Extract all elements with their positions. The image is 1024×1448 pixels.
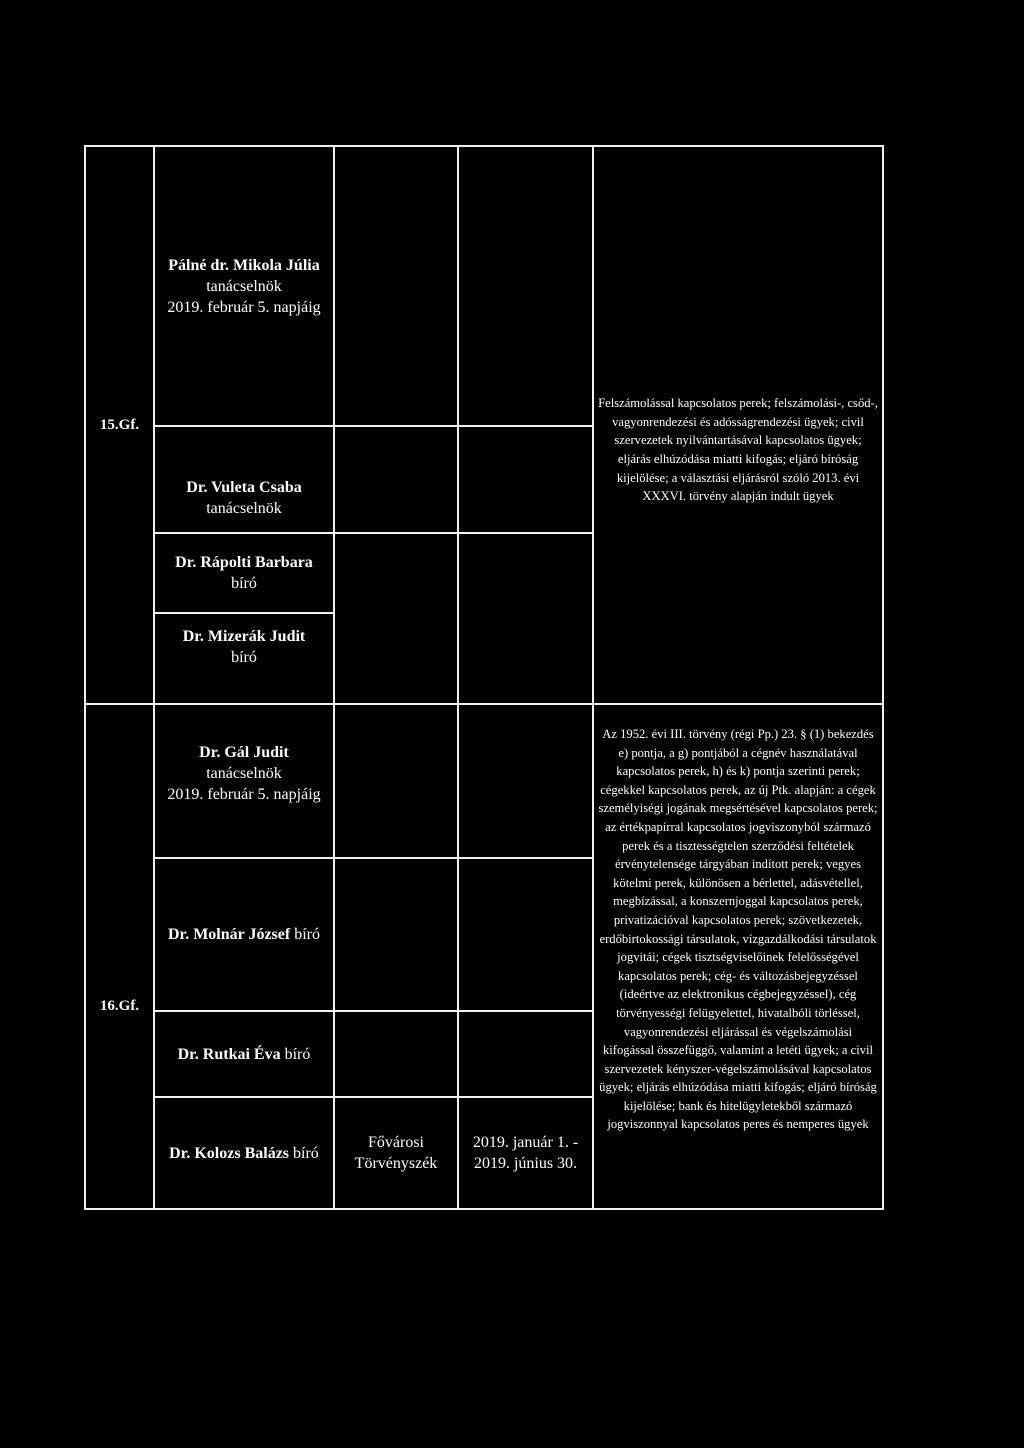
section-code-cell — [84, 145, 155, 705]
judge-cell — [153, 1010, 335, 1098]
judge-cell — [153, 612, 335, 705]
empty-cell — [333, 425, 459, 534]
judge-role: tanácselnök — [206, 764, 282, 782]
judge-cell — [153, 145, 335, 427]
judge-role: bíró — [231, 575, 257, 592]
case-description: Az 1952. évi III. törvény (régi Pp.) 23. § (1) bekezdés e) pontja, a g) pontjából a cégnév használatával kapcsolatos perek, h) és k) pontja szerinti perek; cégekkel kapcsolatos perek, az új Ptk. alapján: a cégek személyiségi jogának megsértésével kapcsolatos perek; az értékpapírral kapcsolatos jogviszonyból származó perek és a tisztességtelen szerződési feltételek érvénytelensége tárgyában indított perek; vegyes kötelmi perek, különösen a bérlettel, adásvétellel, megbízással, a konszernjoggal kapcsolatos perek, privatizációval kapcsolatos perek; szövetkezetek, erdőbirtokossági társulatok, vízgazdálkodási társulatok jogvitái; cégek tisztségviselőinek felelősségével kapcsolatos perek; cég- és változásbejegyzéssel (ideértve az elektronikus cégbejegyzéssel), cég törvényességi felügyelettel, hivatalbóli törléssel, vagyonrendezési eljárással és végelszámolási kifogással összefüggő, valamint a letéti ügyek; a civil szervezetek kényszer-végelszámolásával kapcsolatos ügyek; eljárás elhúzódása miatti kifogás; eljáró bíróság kijelölése; bank és hitelügyletekből származó jogviszonnyal kapcsolatos peres és nemperes ügyek — [598, 727, 878, 1132]
judge-role: bíró — [231, 649, 257, 666]
judge-cell — [153, 703, 335, 859]
judge-name: Dr. Rápolti Barbara — [175, 554, 313, 571]
judge-role: tanácselnök — [206, 499, 282, 517]
period-end: 2019. június 30. — [473, 1155, 578, 1172]
case-description-cell — [592, 703, 884, 1210]
judge-role: tanácselnök — [206, 277, 282, 295]
court-name: Fővárosi Törvényszék — [354, 1134, 438, 1172]
empty-cell — [333, 1010, 459, 1098]
judge-role: bíró — [294, 926, 320, 943]
empty-cell — [333, 857, 459, 1012]
empty-cell — [457, 532, 594, 705]
period-start: 2019. január 1. - — [472, 1134, 579, 1151]
judge-name: Dr. Vuleta Csaba — [186, 478, 302, 496]
judge-name: Dr. Mizerák Judit — [182, 628, 306, 645]
empty-cell — [457, 425, 594, 534]
judge-name: Dr. Kolozs Balázs — [169, 1144, 290, 1162]
judge-role: bíró — [293, 1144, 319, 1162]
empty-cell — [457, 1010, 594, 1098]
judge-cell — [153, 532, 335, 614]
judge-note: 2019. február 5. napjáig — [167, 298, 321, 316]
judge-name: Dr. Gál Judit — [199, 743, 289, 761]
judge-note: 2019. február 5. napjáig — [167, 785, 321, 803]
empty-cell — [333, 703, 459, 859]
judge-name: Dr. Molnár József — [168, 926, 291, 943]
judge-cell — [153, 425, 335, 534]
case-description-cell — [592, 145, 884, 705]
judge-name: Dr. Rutkai Éva — [177, 1045, 281, 1063]
judge-role: bíró — [284, 1045, 311, 1063]
empty-cell — [457, 145, 594, 427]
case-description: Felszámolással kapcsolatos perek; felszámolási-, csőd-, vagyonrendezési és adósságrendezési ügyek; civil szervezetek nyilvántartásával kapcsolatos ügyek; eljárás elhúzódása miatti kifogás; eljáró bíróság kijelölése; a választási eljárásról szóló 2013. évi XXXVI. törvény alapján indult ügyek — [598, 396, 878, 504]
court-cell — [333, 1096, 459, 1210]
period-cell — [457, 1096, 594, 1210]
section-code: 16.Gf. — [99, 998, 140, 1014]
section-code: 15.Gf. — [99, 416, 140, 433]
empty-cell — [457, 703, 594, 859]
judge-cell — [153, 857, 335, 1012]
empty-cell — [333, 145, 459, 427]
judge-cell — [153, 1096, 335, 1210]
judge-name: Pálné dr. Mikola Júlia — [168, 256, 320, 274]
empty-cell — [333, 532, 459, 705]
empty-cell — [457, 857, 594, 1012]
section-code-cell — [84, 703, 155, 1210]
